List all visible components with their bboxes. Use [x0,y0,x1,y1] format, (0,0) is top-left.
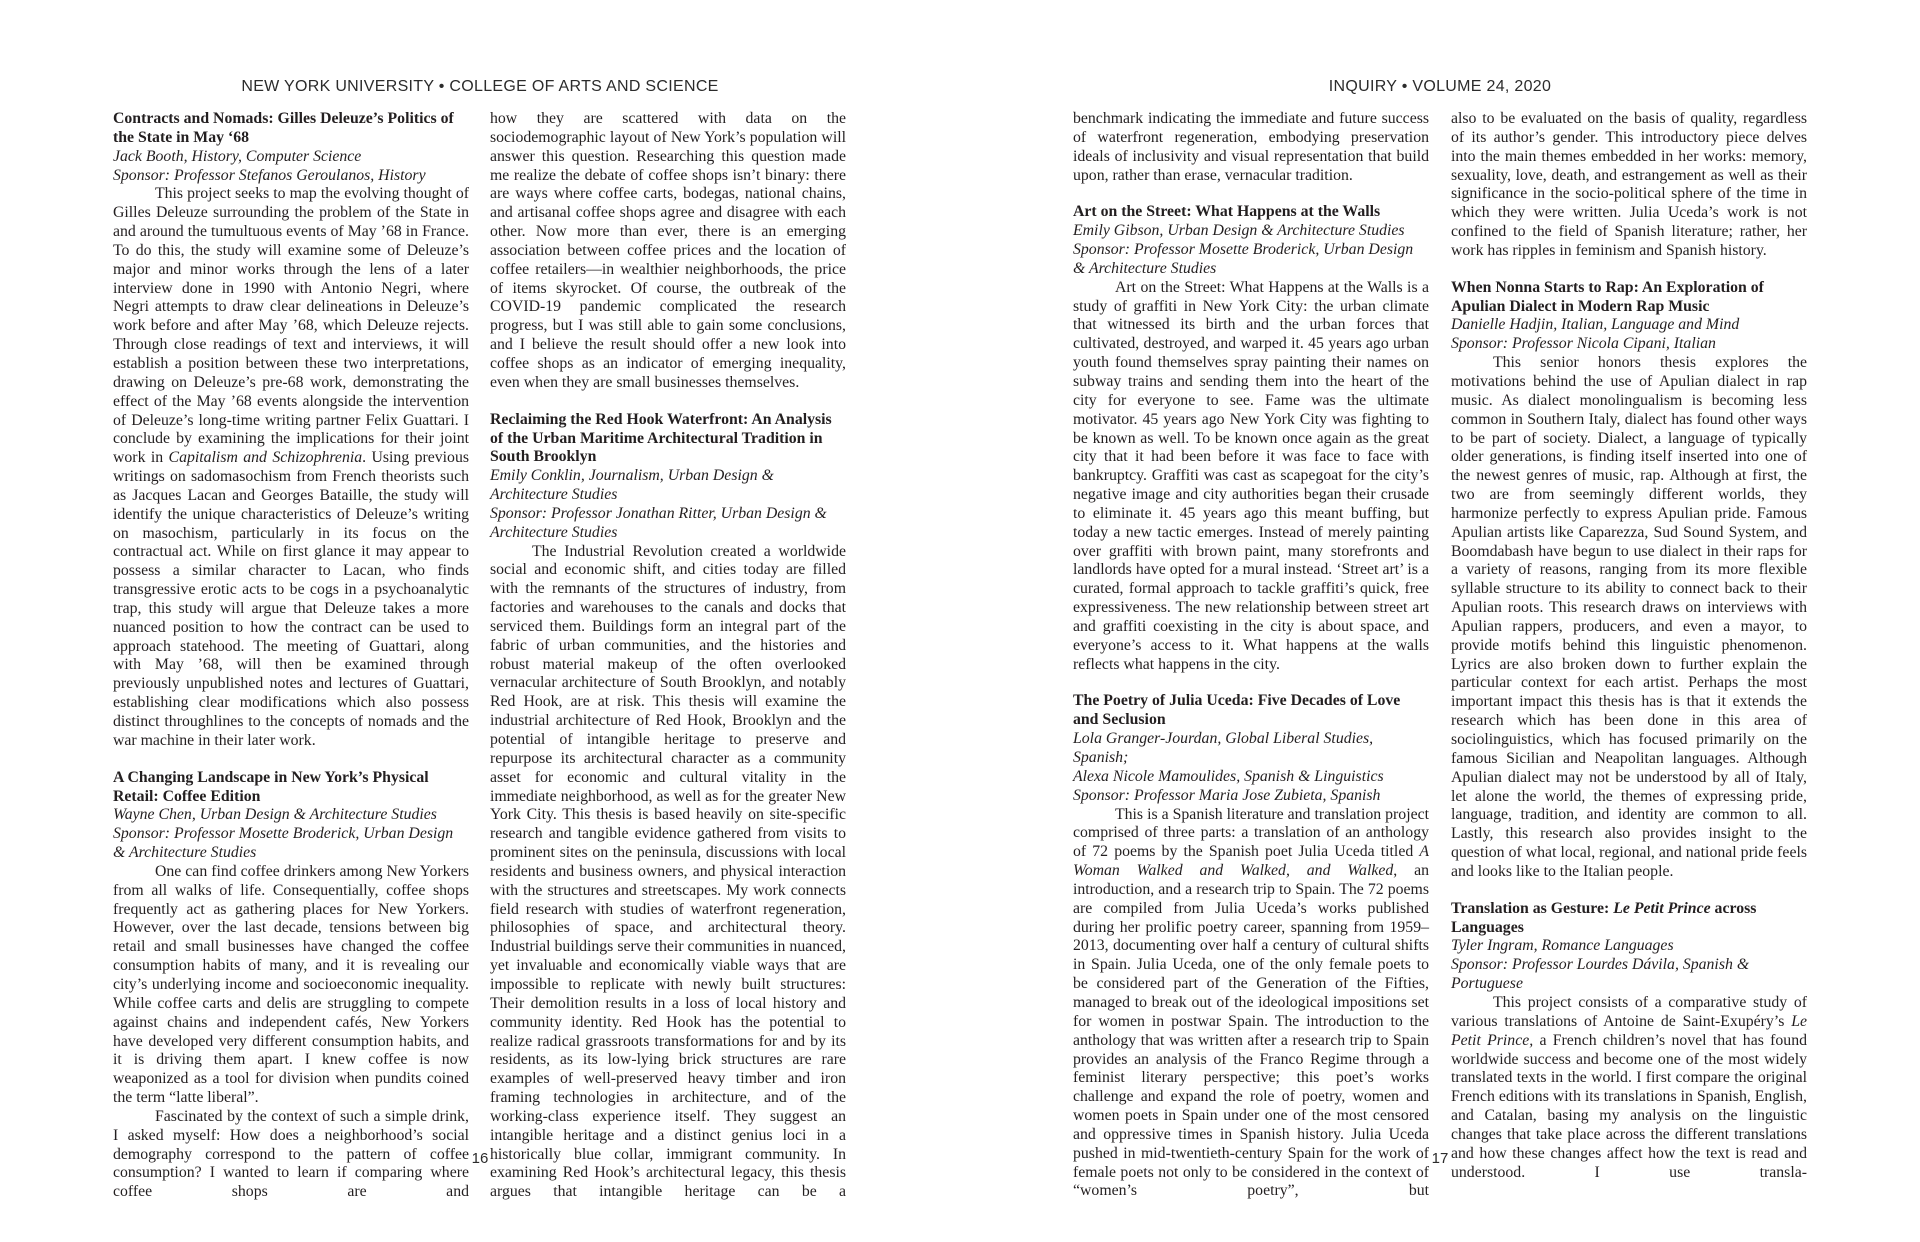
article-byline [113,825,469,863]
article-paragraph [113,863,469,1108]
text-run: Reclaiming the Red Hook Waterfront: An Analysis of the Urban Maritime Architectural Tradition in South Brooklyn [490,410,832,466]
text-run: One can find coffee drinkers among New Yorkers from all walks of life. Consequentially, coffee shops frequently act as gathering places for New Yorkers. However, over the last decade, tensions between big retail and small businesses have changed the coffee consumption habits of many, and it is revealing our city’s underlying income and socioeconomic inequality. While coffee carts and delis are struggling to compete against chains and independent cafés, New Yorkers have developed very different consumption habits, and it is driving them apart. I knew coffee is now weaponized as a tool for division when pundits coined the term “latte liberal”. [113,862,469,1107]
text-run: Wayne Chen, Urban Design & Architecture Studies [113,806,437,824]
article-paragraph [1073,279,1429,675]
article-title [1451,900,1807,938]
text-run: Sponsor: Professor Lourdes Dávila, Spanish & Portuguese [1451,956,1750,993]
text-run: When Nonna Starts to Rap: An Exploration of Apulian Dialect in Modern Rap Music [1451,278,1764,315]
text-run: Danielle Hadjin, Italian, Language and Mind [1451,316,1740,334]
italic-title-text: Le Petit Prince [1613,899,1711,917]
article-byline [1073,768,1429,787]
article-paragraph [1073,110,1429,185]
italic-title-text: Le Petit Prince, [1451,1012,1807,1049]
article-paragraph [490,543,846,1203]
article-byline [1451,316,1807,335]
text-run: how they are scattered with data on the sociodemographic layout of New York’s population will answer this question. Researching this question made me realize the debate of coffee shops isn’t binary: there are ways where coffee carts, bodegas, national chains, and artisanal coffee shops agree and disagree with each other. Now more than ever, there is an emerging association between coffee prices and the location of coffee retailers—in wealthier neighborhoods, the price of items skyrocket. Of course, the outbreak of the COVID-19 pandemic complicated the research progress, but I was still able to gain some conclusions, and I believe the result should offer a new look into coffee shops as an indicator of emerging inequality, even when they are small businesses themselves. [490,110,846,391]
text-run: also to be evaluated on the basis of quality, regardless of its author’s gender. This introductory piece delves into the main themes embedded in her works: memory, sexuality, love, death, and estrangement as well as their significance in the socio-political sphere of the time in which they were written. Julia Uceda’s work is not confined to the field of Spanish literature; rather, her work has ripples in feminism and Spanish history. [1451,110,1807,259]
article-byline [1451,335,1807,354]
article-byline [1451,937,1807,956]
article-paragraph [490,110,846,393]
text-run: Sponsor: Professor Nicola Cipani, Italian [1451,335,1716,353]
article-byline [113,148,469,167]
text-run: This project seeks to map the evolving thought of Gilles Deleuze surrounding the problem of the State in and around the tumultuous events of May ’68 in France. To do this, the study will examine some of Deleuze’s major and minor works through the lens of a later interview done in 1990 with Antonio Negri, where Negri attempts to draw clear delineations in Deleuze’s work before and after May ’68, which Deleuze rejects. Through close readings of text and interviews, it will establish a position between these two interpretations, drawing on Deleuze’s pre-68 work, demonstrating the effect of the May ’68 events alongside the intervention of Deleuze’s long-time writing partner Felix Guattari. I conclude by examining the implications for their joint work in [113,185,469,467]
text-run: Fascinated by the context of such a simple drink, I asked myself: How does a neighborhood’s social demography correspond to the pattern of coffee consumption? I wanted to learn if comparing where coffee shops are and [113,1107,469,1201]
text-run: Art on the Street: What Happens at the Walls [1073,203,1381,221]
left-page-column-1 [113,110,469,1202]
text-run: Art on the Street: What Happens at the Walls is a study of graffiti in New York City: the urban climate that witnessed its birth and the urban forces that cultivated, destroyed, and warped it. 45 years ago urban youth found themselves spray painting their names on subway trains and sending them into the heart of the city for everyone to see. Fame was the ultimate motivator. 45 years ago New York City was fighting to be known as well. To be known once again as the great city that it had been before it was face to face with bankruptcy. Graffiti was cast as scapegoat for the city’s negative image and city authorities began their crusade to eliminate it. 45 years ago this meant buffing, but today a new tactic emerges. Instead of merely painting over graffiti with brown paint, many storefronts and landlords have opted for a mural instead. ‘Street art’ is a curated, formal approach to tackle graffiti’s quick, free expressiveness. The new relationship between street art and graffiti coexisting in the city is about space, and everyone’s access to it. What happens at the walls reflects what happens in the city. [1073,278,1429,673]
text-run: A Changing Landscape in New York’s Physical Retail: Coffee Edition [113,768,429,805]
article-paragraph [1451,994,1807,1182]
article-title [490,411,846,468]
text-run: a French children’s novel that has found worldwide success and become one of the most widely translated texts in the world. I first compare the original French editions with its translations in Spanish, English, and Catalan, basing my analysis on the linguistic changes that take place across the different translations and how these changes affect how the text is read and understood. I use transla- [1451,1031,1807,1181]
article-title [1073,692,1429,730]
text-run: benchmark indicating the immediate and future success of waterfront regeneration, embodying preservation ideals of inclusivity and visual representation that build upon, rather than erase, vernacular tradition. [1073,110,1429,184]
article-byline [490,467,846,505]
text-run: Translation as Gesture: [1451,899,1614,917]
article-byline [113,806,469,825]
text-run: Emily Conklin, Journalism, Urban Design & Architecture Studies [490,467,774,504]
text-run: Jack Booth, History, Computer Science [113,147,362,165]
text-run: Sponsor: Professor Mosette Broderick, Urban Design & Architecture Studies [113,825,454,862]
text-run: Sponsor: Professor Maria Jose Zubieta, Spanish [1073,786,1381,804]
article-title [113,110,469,148]
text-run: Sponsor: Professor Mosette Broderick, Urban Design & Architecture Studies [1073,241,1414,277]
text-run: . Using previous writings on sadomasochism from French theorists such as Jacques Lacan and Georges Bataille, the study will identify the unique characteristics of Deleuze’s writing on masochism, particularly in its focus on the contractual act. While on first glance it may appear to possess a similar character to Lacan, who finds transgressive erotic acts to be cogs in a psychoanalytic trap, this study will argue that Deleuze takes a more nuanced position to how the contract can be used to approach statehood. The meeting of Guattari, along with May ’68, will then be examined through previously unpublished notes and lectures of Guattari, establishing clear modifications which also possess distinct throughlines to the concepts of nomads and the war machine in their later work. [113,449,469,749]
text-run: Sponsor: Professor Stefanos Geroulanos, History [113,166,426,184]
right-page-column-2 [1451,110,1807,1182]
right-running-header: INQUIRY • VOLUME 24, 2020 [1328,78,1552,95]
text-run: Alexa Nicole Mamoulides, Spanish & Linguistics [1073,767,1384,785]
text-run: This senior honors thesis explores the motivations behind the use of Apulian dialect in rap music. As dialect monolingualism is becoming less common in Southern Italy, dialect has found other ways to be part of society. Dialect, a language of typically older generations, is finding itself inserted into one of the newest genres of music, rap. Although at first, the two are from seemingly different worlds, they harmonize perfectly to express Apulian pride. Famous Apulian artists like Caparezza, Sud Sound System, and Boomdabash have begun to use dialect in their raps for a variety of reasons, ranging from its more flexible syllable structure to its ability to connect back to their Apulian roots. This research draws on interviews with Apulian rappers, producers, and even a mayor, to provide motifs behind this linguistic phenomenon. Lyrics are also broken down to further explain the particular context for each artist. Perhaps the most important impact this thesis has is that it extends the research which has been done in this area of sociolinguistics, which has focused primarily on the famous Sicilian and Neapolitan languages. Although Apulian dialect may not be understood by all of Italy, let alone the world, the themes of expressing pride, language, tradition, and identity are common to all. Lastly, this research also provides insight to the question of what local, regional, and national pride feels and looks like to the Italian people. [1451,354,1807,880]
italic-title-text: A Woman Walked and Walked, and Walked [1073,843,1429,880]
text-run: Emily Gibson, Urban Design & Architecture Studies [1073,222,1405,240]
article-byline [1451,956,1807,994]
text-run: The Industrial Revolution created a worldwide social and economic shift, and cities today are filled with the remnants of the structures of industry, from factories and warehouses to the canals and docks that serviced them. Buildings form an integral part of the fabric of urban communities, and the histories and robust material makeup of the often overlooked vernacular architecture of South Brooklyn, and notably Red Hook, are at risk. This thesis will examine the industrial architecture of Red Hook, Brooklyn and the potential of intangible heritage to preserve and repurpose its architectural character as a community asset for economic and cultural vitality in the immediate neighborhood, as well as for the greater New York City. This thesis is based heavily on site-specific research and tangible evidence gathered from visits to prominent sites on the peninsula, discussions with local residents and business owners, and physical interaction with the structures and streetscapes. My work connects field research with studies of waterfront regeneration, philosophies of space, and architectural theory. Industrial buildings serve their communities in nuanced, yet invaluable and economically viable ways that are impossible to replicate with newly built structures: Their demolition results in a loss of local history and community identity. Red Hook has the potential to realize radical grassroots transformations for and by its residents, as its low-lying brick structures are rare examples of well-preserved heavy timber and iron framing technologies in architecture, and of the working-class experience itself. They suggest an intangible heritage and a distinct genius loci in a historically blue collar, immigrant community. In examining Red Hook’s architectural legacy, this thesis argues that intangible heritage can be a [490,542,846,1201]
text-run: Contracts and Nomads: Gilles Deleuze’s Politics of the State in May ‘68 [113,110,454,146]
text-run: Sponsor: Professor Jonathan Ritter, Urban Design & Architecture Studies [490,504,827,541]
article-paragraph [113,185,469,750]
article-byline [1073,222,1429,241]
article-byline [113,167,469,186]
article-paragraph [113,1108,469,1202]
text-run: Lola Granger-Jourdan, Global Liberal Studies, Spanish; [1073,730,1374,766]
text-run: This project consists of a comparative study of various translations of Antoine de Saint-Exupéry’s [1451,993,1807,1030]
left-page-number: 16 [471,1150,489,1167]
article-byline [1073,241,1429,279]
text-run: The Poetry of Julia Uceda: Five Decades of Love and Seclusion [1073,692,1401,729]
right-page-number: 17 [1431,1150,1449,1167]
text-run: , an introduction, and a research trip to Spain. The 72 poems are compiled from Julia Uceda’s works published during her prolific poetry career, spanning from 1959–2013, documenting over half a century of cultural shifts in Spain. Julia Uceda, one of the only female poets to be considered part of the Generation of the Fifties, managed to break out of the ideological impositions set for women in postwar Spain. The introduction to the anthology that was written after a research trip to Spain provides an analysis of the Franco Regime through a feminist literary perspective; this poet’s works challenge and expand the role of poetry, women and women poets in Spain under one of the most censored and oppressive times in Spanish history. Julia Uceda pushed in mid-twentieth-century Spain for the work of female poets not only to be considered in the context of “women’s poetry”, but [1073,862,1429,1200]
right-page-column-1 [1073,110,1429,1201]
article-byline [1073,787,1429,806]
text-run: This is a Spanish literature and translation project comprised of three parts: a translation of an anthology of 72 poems by the Spanish poet Julia Uceda titled [1073,805,1429,861]
text-run: across Languages [1451,899,1757,936]
article-paragraph [1073,806,1429,1202]
left-running-header: NEW YORK UNIVERSITY • COLLEGE OF ARTS AND SCIENCE [241,78,719,95]
left-page-column-2 [490,110,846,1202]
article-title [1073,203,1429,222]
article-paragraph [1451,110,1807,261]
article-paragraph [1451,354,1807,882]
article-byline [1073,730,1429,768]
article-title [113,769,469,807]
article-title [1451,279,1807,317]
italic-title-text: Capitalism and Schizophrenia [168,449,363,467]
text-run: Tyler Ingram, Romance Languages [1451,937,1674,955]
article-byline [490,505,846,543]
